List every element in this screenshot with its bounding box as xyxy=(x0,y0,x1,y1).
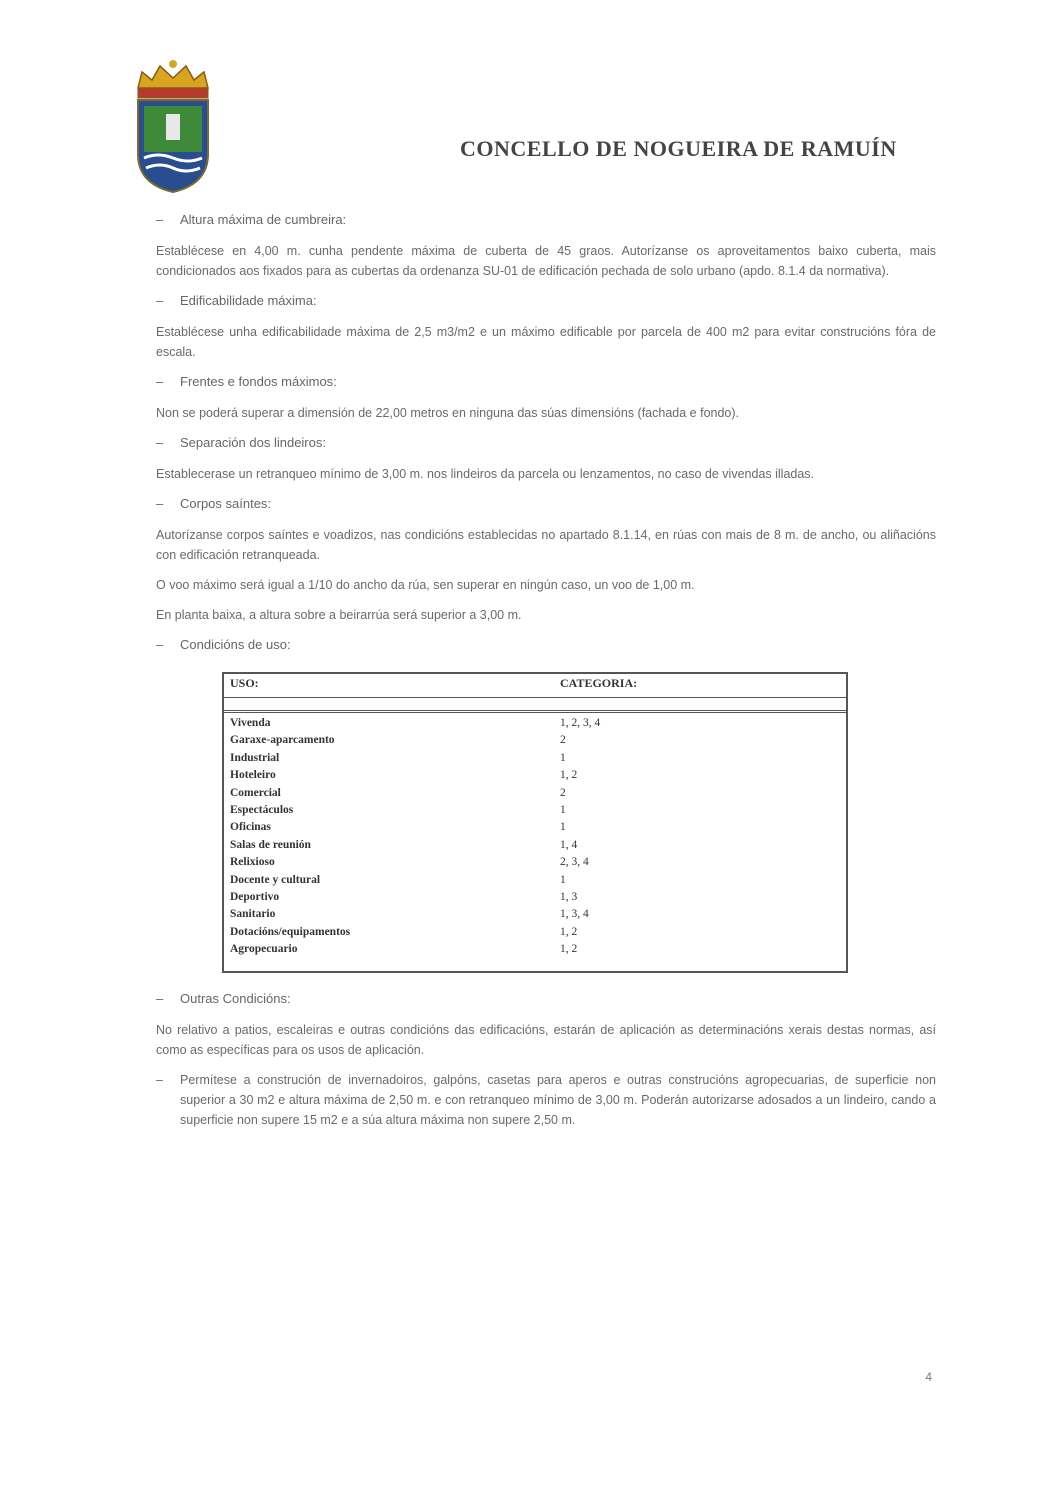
table-row: Oficinas 1 xyxy=(230,821,566,834)
use-table xyxy=(222,672,848,973)
page-number: 4 xyxy=(925,1370,932,1384)
column-header-categoria: CATEGORIA: xyxy=(560,676,638,690)
table-body xyxy=(224,713,846,971)
column-header-uso: USO: xyxy=(230,676,259,690)
table-row: Docente y cultural 1 xyxy=(230,873,566,886)
section-separacion xyxy=(156,435,936,484)
paragraph: En planta baixa, a altura sobre a beirarrúa será superior a 3,00 m. xyxy=(156,608,522,622)
list-item: – Permítese a construción de invernadoiros, galpóns, casetas para aperos e outras construcións agropecuarias, de superficie non superior a 30 m2 e altura máxima de 2,50 m. e con retranqueo mínimo de 3,00 m. Poderán autorizarse adosados a un lindeiro, cando a superficie non supere 15 m2 e a súa altura máxima non supere 2,50 m. xyxy=(156,1072,936,1127)
table-row: Industrial 1 xyxy=(230,751,566,764)
table-row: Deportivo 1, 3 xyxy=(230,891,578,904)
section-frentes xyxy=(156,374,936,423)
section-usos xyxy=(156,637,936,973)
table-row: Relixioso 2, 3, 4 xyxy=(230,856,589,869)
section-outras-condicions xyxy=(156,991,936,1130)
table-divider xyxy=(224,698,846,713)
paragraph: No relativo a patios, escaleiras e outras condicións das edificacións, estarán de aplicación as determinacións xerais destas normas, así como as específicas para os usos de aplicación. xyxy=(156,1022,936,1057)
table-row: Salas de reunión 1, 4 xyxy=(230,838,578,851)
table-row: Agropecuario 1, 2 xyxy=(230,943,578,956)
section-heading: – Outras Condicións: xyxy=(156,990,291,1006)
paragraph: Non se poderá superar a dimensión de 22,00 metros en ninguna das súas dimensións (fachada e fondo). xyxy=(156,406,740,420)
table-row: Garaxe-aparcamento 2 xyxy=(230,734,566,747)
section-heading: – Separación dos lindeiros: xyxy=(156,435,326,450)
paragraph: Establécese unha edificabilidade máxima de 2,5 m3/m2 e un máximo edificable por parcela de 400 m2 para evitar construcións fóra de escala. xyxy=(156,325,936,359)
section-edificabilidade xyxy=(156,293,936,362)
section-corpos xyxy=(156,496,936,625)
table-row: Sanitario 1, 3, 4 xyxy=(230,908,589,921)
section-heading: – Frentes e fondos máximos: xyxy=(156,374,337,389)
paragraph: Establecerase un retranqueo mínimo de 3,00 m. nos lindeiros da parcela ou lenzamentos, no caso de vivendas illadas. xyxy=(156,467,815,481)
section-heading: – Altura máxima de cumbreira: xyxy=(156,212,347,227)
section-heading: – Corpos saíntes: xyxy=(156,496,272,511)
table-row: Dotacións/equipamentos 1, 2 xyxy=(230,925,578,938)
page-title: CONCELLO DE NOGUEIRA DE RAMUÍN xyxy=(460,136,897,161)
crown-icon xyxy=(138,66,208,88)
section-heading: – Condicións de uso: xyxy=(156,637,291,652)
paragraph: Autorízanse corpos saíntes e voadizos, nas condicións establecidas no apartado 8.1.14, en rúas con mais de 8 m. de ancho, ou aliñacións con edificación retranqueada. xyxy=(156,528,936,562)
paragraph: O voo máximo será igual a 1/10 do ancho da rúa, sen superar en ningún caso, un voo de 1,00 m. xyxy=(156,578,695,592)
table-header xyxy=(224,674,846,698)
table-row: Hoteleiro 1, 2 xyxy=(230,769,578,782)
table-row: Comercial 2 xyxy=(230,786,566,799)
municipal-coat-of-arms xyxy=(128,58,218,194)
document-body xyxy=(156,212,936,1142)
paragraph: Establécese en 4,00 m. cunha pendente máxima de cuberta de 45 graos. Autorízanse os aproveitamentos baixo cuberta, mais condicionados aos fixados para as cubertas da ordenanza SU-01 de edificación pechada de solo urbano (apdo. 8.1.4 da normativa). xyxy=(156,244,936,278)
section-heading: – Edificabilidade máxima: xyxy=(156,293,317,308)
table-row: Vivenda 1, 2, 3, 4 xyxy=(230,717,601,729)
section-altura xyxy=(156,212,936,281)
table-row: Espectáculos 1 xyxy=(230,804,566,817)
